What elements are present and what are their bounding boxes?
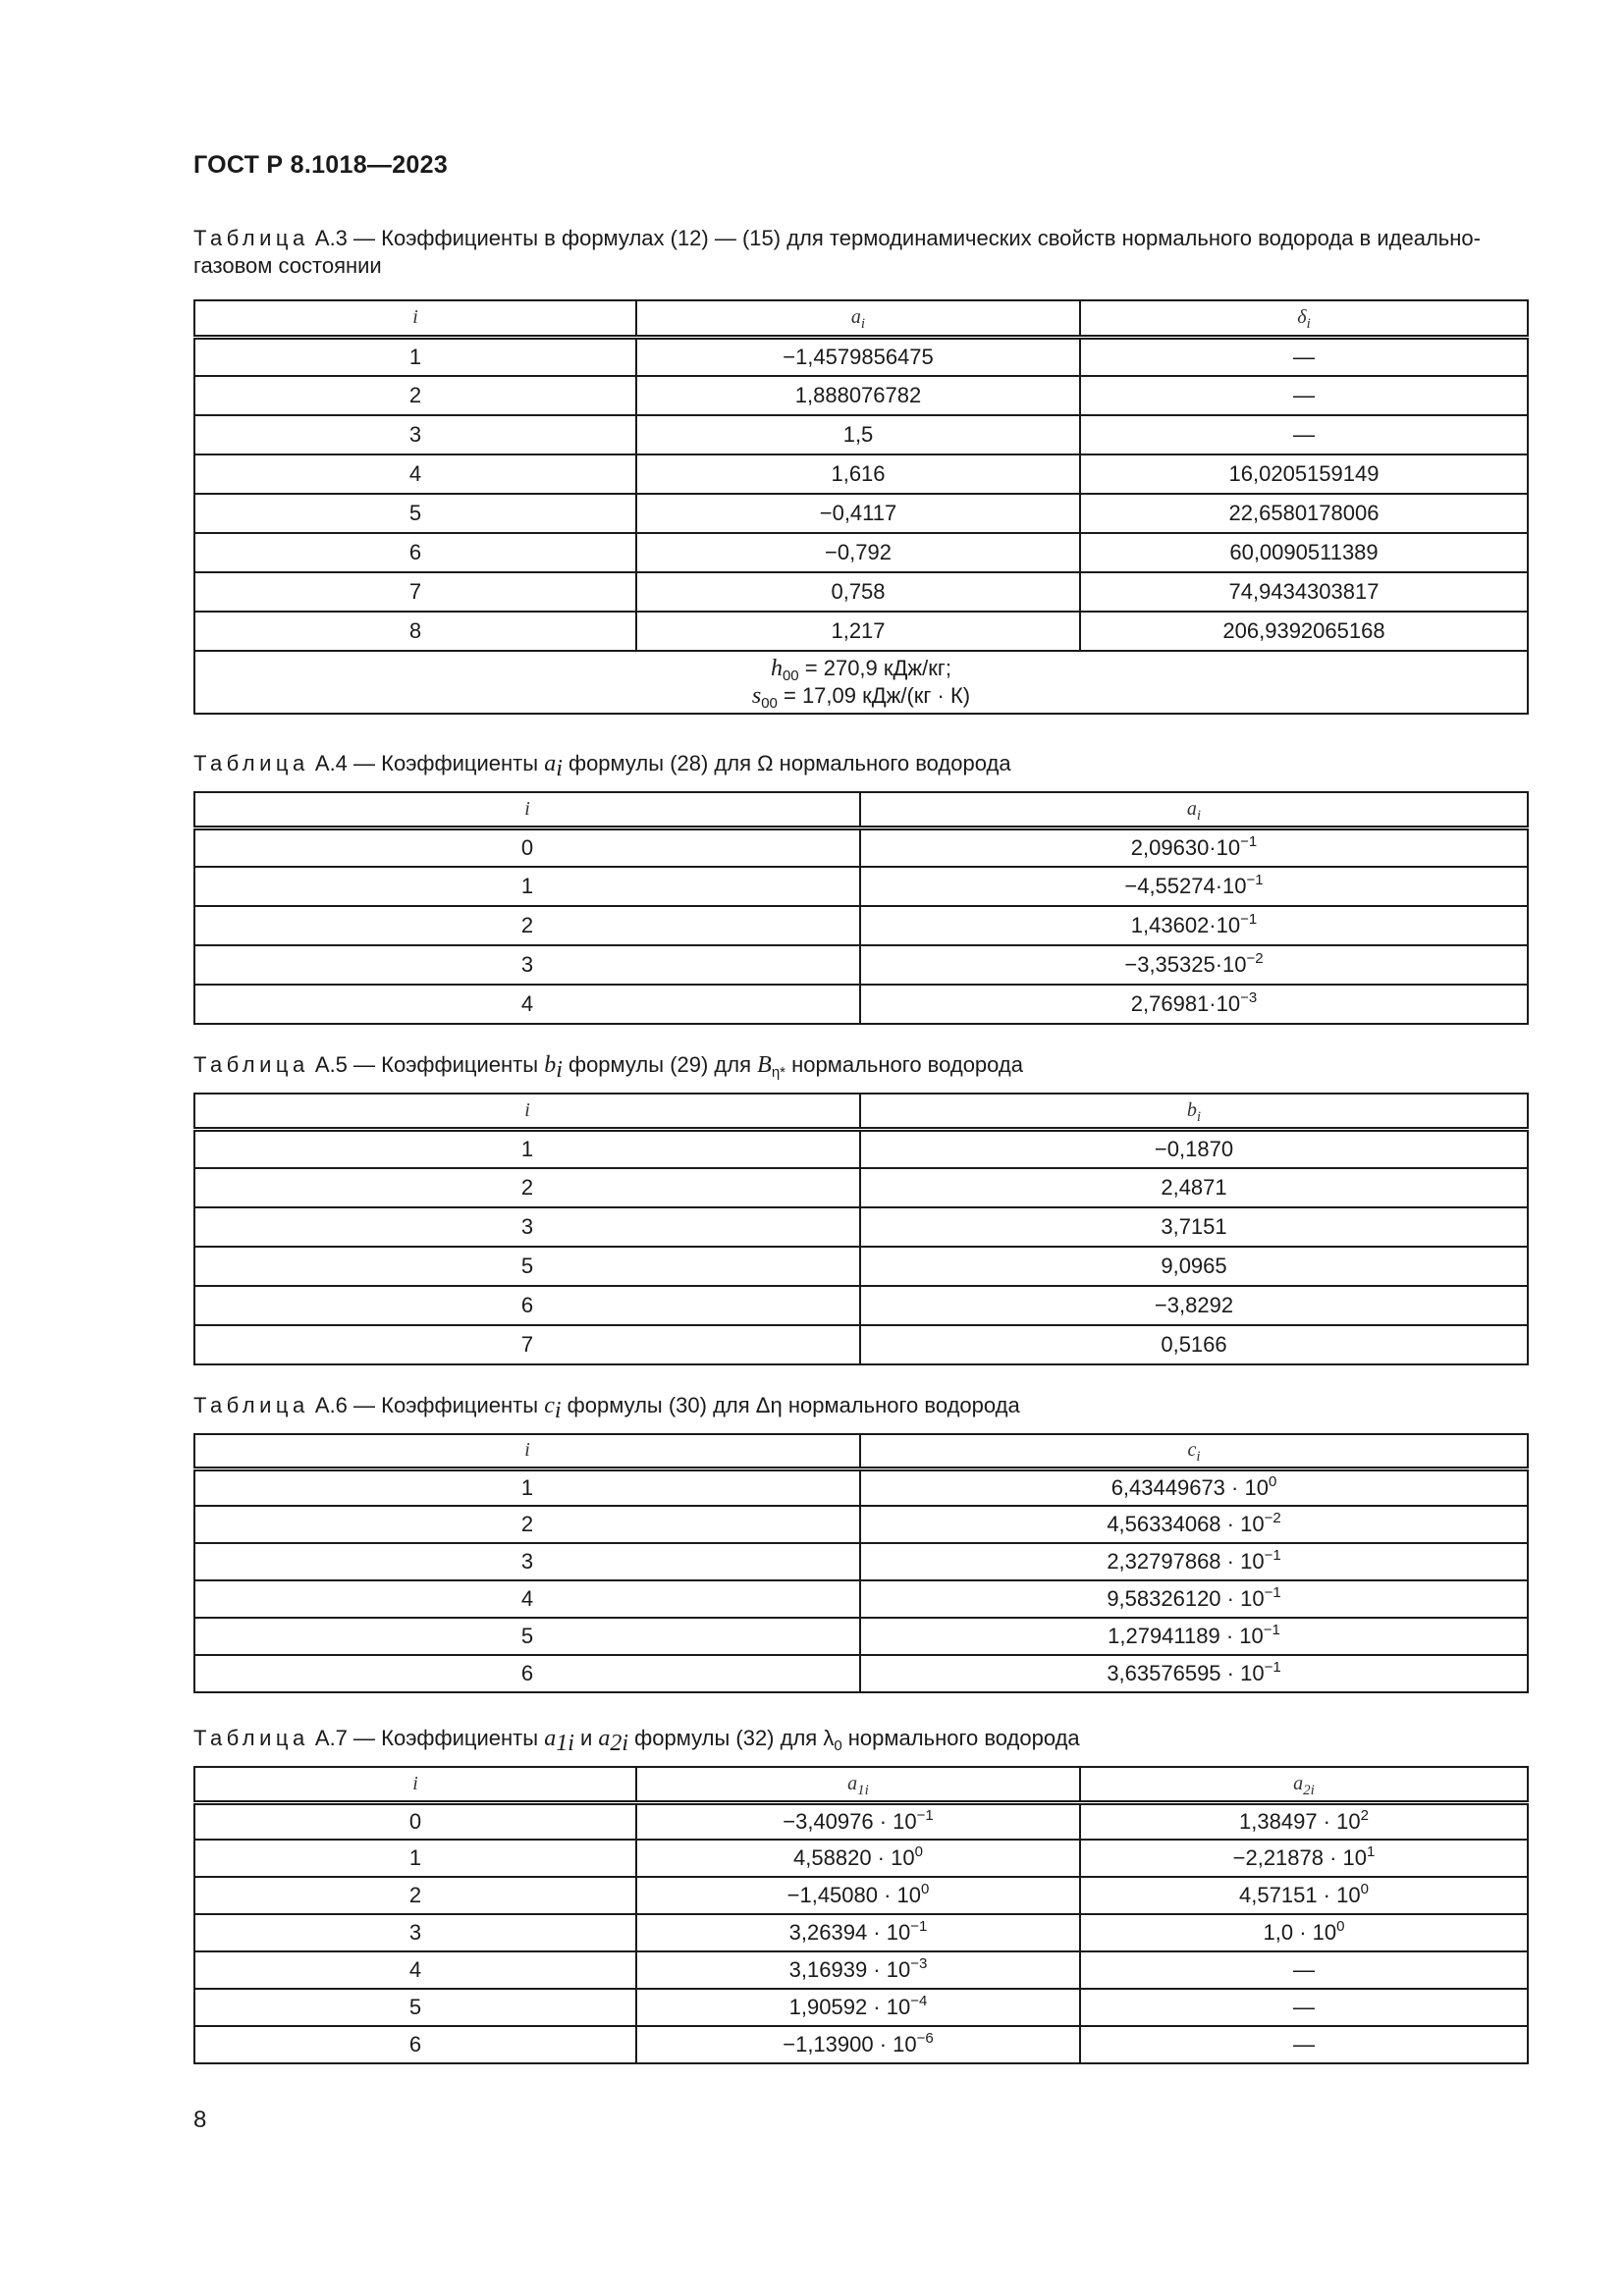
cell-i: 4 bbox=[194, 1951, 636, 1989]
cell-i: 5 bbox=[194, 1247, 860, 1286]
cell-a2: $1,38497 \cdot 10^2$ bbox=[1080, 1802, 1528, 1840]
cell-i: 3 bbox=[194, 1914, 636, 1951]
table-row bbox=[194, 1286, 1528, 1325]
cell-a: 1,5 bbox=[636, 415, 1080, 454]
table-a4 bbox=[193, 791, 1529, 1025]
cell-i: 1 bbox=[194, 1129, 860, 1168]
cell-c: $1,27941189 \cdot 10^{-1}$ bbox=[860, 1618, 1528, 1655]
col-a-header: $a_i$ bbox=[636, 300, 1080, 337]
table-row bbox=[194, 906, 1528, 945]
cell-a1: $4,58820 \cdot 10^0$ bbox=[636, 1840, 1080, 1877]
cell-i: 3 bbox=[194, 1543, 860, 1580]
cell-i: 6 bbox=[194, 1655, 860, 1692]
table-header-row bbox=[194, 1094, 1528, 1129]
cell-c: $9,58326120 \cdot 10^{-1}$ bbox=[860, 1580, 1528, 1618]
cell-b: −0,1870 bbox=[860, 1129, 1528, 1168]
cell-i: 7 bbox=[194, 1325, 860, 1364]
table-row bbox=[194, 1168, 1528, 1207]
cell-delta: 16,0205159149 bbox=[1080, 454, 1528, 494]
cell-b: 3,7151 bbox=[860, 1207, 1528, 1247]
table-a4-caption: Таблица А.4 — Коэффициенты $a_i$ формулы (28) для Ω нормального водорода bbox=[193, 751, 1011, 781]
cell-c: $4,56334068 \cdot 10^{-2}$ bbox=[860, 1506, 1528, 1543]
cell-b: 0,5166 bbox=[860, 1325, 1528, 1364]
cell-a: −0,792 bbox=[636, 533, 1080, 572]
cell-i: 3 bbox=[194, 1207, 860, 1247]
cell-a2: — bbox=[1080, 1989, 1528, 2026]
cell-i: 5 bbox=[194, 1618, 860, 1655]
cell-a2: — bbox=[1080, 2026, 1528, 2063]
table-row bbox=[194, 1325, 1528, 1364]
table-row bbox=[194, 1543, 1528, 1580]
table-header-row bbox=[194, 1767, 1528, 1802]
table-row bbox=[194, 1877, 1528, 1914]
cell-i: 7 bbox=[194, 572, 636, 612]
cell-c: $2,32797868 \cdot 10^{-1}$ bbox=[860, 1543, 1528, 1580]
cell-i: 2 bbox=[194, 376, 636, 415]
table-a5-caption: Таблица А.5 — Коэффициенты $b_i$ формулы (29) для $B_{\eta*}$ нормального водорода bbox=[193, 1052, 1023, 1083]
cell-i: 1 bbox=[194, 1840, 636, 1877]
table-row bbox=[194, 1618, 1528, 1655]
cell-a1: $1,90592 \cdot 10^{-4}$ bbox=[636, 1989, 1080, 2026]
cell-i: 1 bbox=[194, 1468, 860, 1506]
table-row bbox=[194, 1207, 1528, 1247]
cell-a: $-4,55274\cdot 10^{-1}$ bbox=[860, 867, 1528, 906]
table-row bbox=[194, 1655, 1528, 1692]
table-a5 bbox=[193, 1093, 1529, 1365]
table-row bbox=[194, 415, 1528, 454]
table-header-row bbox=[194, 792, 1528, 828]
cell-a2: — bbox=[1080, 1951, 1528, 1989]
cell-b: 2,4871 bbox=[860, 1168, 1528, 1207]
table-row bbox=[194, 454, 1528, 494]
col-i-header: i bbox=[194, 1767, 636, 1802]
cell-b: −3,8292 bbox=[860, 1286, 1528, 1325]
cell-i: 3 bbox=[194, 415, 636, 454]
table-a3 bbox=[193, 299, 1529, 715]
cell-delta: 74,9434303817 bbox=[1080, 572, 1528, 612]
table-row bbox=[194, 1506, 1528, 1543]
table-row bbox=[194, 1840, 1528, 1877]
cell-a: $-3,35325\cdot 10^{-2}$ bbox=[860, 945, 1528, 985]
col-b-header: $b_i$ bbox=[860, 1094, 1528, 1129]
cell-i: 2 bbox=[194, 1877, 636, 1914]
cell-i: 4 bbox=[194, 985, 860, 1024]
cell-b: 9,0965 bbox=[860, 1247, 1528, 1286]
table-row bbox=[194, 945, 1528, 985]
cell-i: 6 bbox=[194, 533, 636, 572]
cell-a: 1,888076782 bbox=[636, 376, 1080, 415]
table-a3-caption bbox=[193, 225, 1534, 280]
table-header-row bbox=[194, 1434, 1528, 1468]
cell-a: $2,76981\cdot 10^{-3}$ bbox=[860, 985, 1528, 1024]
cell-a2: $-2,21878 \cdot 10^1$ bbox=[1080, 1840, 1528, 1877]
cell-i: 5 bbox=[194, 1989, 636, 2026]
col-delta-header: $\delta_i$ bbox=[1080, 300, 1528, 337]
cell-i: 0 bbox=[194, 828, 860, 867]
cell-i: 8 bbox=[194, 612, 636, 651]
table-row bbox=[194, 1468, 1528, 1506]
cell-a1: $-1,45080 \cdot 10^0$ bbox=[636, 1877, 1080, 1914]
cell-i: 3 bbox=[194, 945, 860, 985]
table-a6-caption: Таблица А.6 — Коэффициенты $c_i$ формулы (30) для Δη нормального водорода bbox=[193, 1393, 1020, 1423]
cell-i: 0 bbox=[194, 1802, 636, 1840]
table-row bbox=[194, 828, 1528, 867]
table-row bbox=[194, 1247, 1528, 1286]
table-a6 bbox=[193, 1433, 1529, 1693]
table-row bbox=[194, 376, 1528, 415]
table-row bbox=[194, 1580, 1528, 1618]
col-a1-header: $a_{1i}$ bbox=[636, 1767, 1080, 1802]
col-i-header: i bbox=[194, 300, 636, 337]
cell-c: $3,63576595 \cdot 10^{-1}$ bbox=[860, 1655, 1528, 1692]
cell-i: 4 bbox=[194, 454, 636, 494]
table-row bbox=[194, 494, 1528, 533]
cell-delta: 206,9392065168 bbox=[1080, 612, 1528, 651]
cell-i: 2 bbox=[194, 1506, 860, 1543]
cell-i: 2 bbox=[194, 906, 860, 945]
table-row bbox=[194, 1989, 1528, 2026]
page-number: 8 bbox=[193, 2107, 207, 2133]
table-row bbox=[194, 2026, 1528, 2063]
cell-i: 4 bbox=[194, 1580, 860, 1618]
cell-delta: — bbox=[1080, 415, 1528, 454]
cell-a: 0,758 bbox=[636, 572, 1080, 612]
cell-a2: $1,0 \cdot 10^0$ bbox=[1080, 1914, 1528, 1951]
cell-c: $6,43449673 \cdot 10^0$ bbox=[860, 1468, 1528, 1506]
cell-a2: $4,57151 \cdot 10^0$ bbox=[1080, 1877, 1528, 1914]
cell-a: $1,43602\cdot 10^{-1}$ bbox=[860, 906, 1528, 945]
col-a2-header: $a_{2i}$ bbox=[1080, 1767, 1528, 1802]
cell-delta: — bbox=[1080, 337, 1528, 376]
cell-a: 1,616 bbox=[636, 454, 1080, 494]
col-i-header: i bbox=[194, 792, 860, 828]
cell-i: 2 bbox=[194, 1168, 860, 1207]
cell-i: 1 bbox=[194, 867, 860, 906]
col-a-header: $a_i$ bbox=[860, 792, 1528, 828]
table-row bbox=[194, 612, 1528, 651]
cell-a: −0,4117 bbox=[636, 494, 1080, 533]
caption-prefix: Таблица bbox=[193, 226, 309, 250]
cell-i: 6 bbox=[194, 1286, 860, 1325]
cell-delta: 22,6580178006 bbox=[1080, 494, 1528, 533]
cell-a: 1,217 bbox=[636, 612, 1080, 651]
col-i-header: i bbox=[194, 1094, 860, 1129]
table-row bbox=[194, 533, 1528, 572]
table-header-row bbox=[194, 300, 1528, 337]
table-row bbox=[194, 337, 1528, 376]
cell-a1: $3,26394 \cdot 10^{-1}$ bbox=[636, 1914, 1080, 1951]
cell-a: −1,4579856475 bbox=[636, 337, 1080, 376]
cell-i: 5 bbox=[194, 494, 636, 533]
table-row bbox=[194, 867, 1528, 906]
cell-a1: $-3,40976 \cdot 10^{-1}$ bbox=[636, 1802, 1080, 1840]
cell-a: $2,09630\cdot 10^{-1}$ bbox=[860, 828, 1528, 867]
cell-i: 6 bbox=[194, 2026, 636, 2063]
table-row bbox=[194, 572, 1528, 612]
table-row bbox=[194, 1951, 1528, 1989]
cell-a1: $-1,13900 \cdot 10^{-6}$ bbox=[636, 2026, 1080, 2063]
col-c-header: $c_i$ bbox=[860, 1434, 1528, 1468]
constants-cell: $h_{00} = 270,9$ кДж/кг; $s_{00} = 17,09$ кДж/(кг · К) bbox=[194, 651, 1528, 714]
col-i-header: i bbox=[194, 1434, 860, 1468]
table-a3-footer bbox=[194, 651, 1528, 714]
table-row bbox=[194, 1914, 1528, 1951]
table-a7-caption: Таблица А.7 — Коэффициенты $a_{1i}$ и $a_{2i}$ формулы (32) для $\lambda_0$ нормального водорода bbox=[193, 1726, 1080, 1756]
cell-delta: 60,0090511389 bbox=[1080, 533, 1528, 572]
cell-i: 1 bbox=[194, 337, 636, 376]
table-row bbox=[194, 1129, 1528, 1168]
table-a7 bbox=[193, 1766, 1529, 2064]
document-id: ГОСТ Р 8.1018—2023 bbox=[193, 151, 449, 179]
cell-delta: — bbox=[1080, 376, 1528, 415]
cell-a1: $3,16939 \cdot 10^{-3}$ bbox=[636, 1951, 1080, 1989]
table-row bbox=[194, 1802, 1528, 1840]
table-row bbox=[194, 985, 1528, 1024]
caption-text: А.3 — Коэффициенты в формулах (12) — (15) для термодинамических свойств нормального водорода в идеально-газовом состоянии bbox=[193, 226, 1481, 278]
